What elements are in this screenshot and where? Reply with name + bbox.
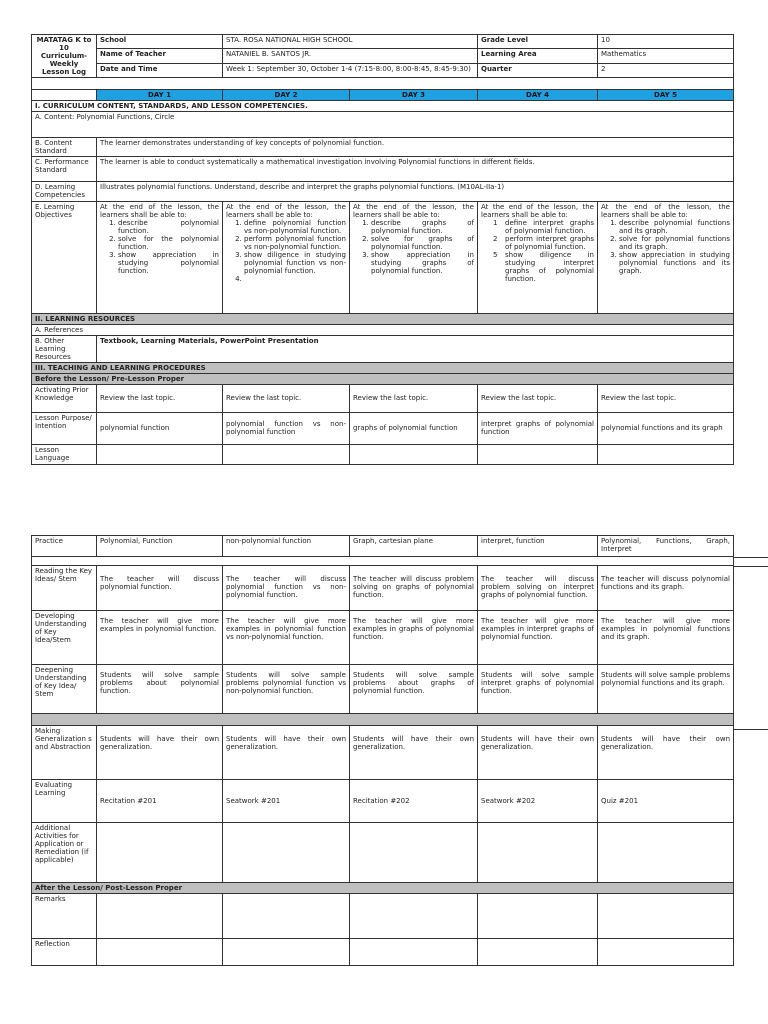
activating-label: Activating Prior Knowledge bbox=[32, 384, 97, 412]
making-day-1: Students will have their own generalization. bbox=[97, 726, 223, 780]
purpose-day-5: polynomial functions and its graph bbox=[598, 412, 734, 444]
objectives-list-4: 1 define interpret graphs of polynomial function. 2 perform interpret graphs of polynomial function. 5 show diligence in studying interpret graphs of polynomial function. bbox=[493, 218, 594, 283]
developing-day-5: The teacher will give more examples in polynomial functions and its graph. bbox=[598, 611, 734, 665]
competencies-text: Illustrates polynomial functions. Understand, describe and interpret the graphs polynomial functions. (M10AL-IIa-1) bbox=[97, 182, 734, 201]
remarks-day-2 bbox=[223, 894, 350, 939]
reflection-day-3 bbox=[350, 939, 478, 966]
developing-day-2: The teacher will give more examples in polynomial function vs non-polynomial function. bbox=[223, 611, 350, 665]
quarter-value: 2 bbox=[598, 63, 734, 77]
making-day-4: Students will have their own generalization. bbox=[478, 726, 598, 780]
objectives-day-1: At the end of the lesson, the learners shall be able to: 1. describe polynomial function. 2. solve for the polynomial function. 3. show appreciation in studying polynomial function. bbox=[97, 201, 223, 313]
remarks-day-5 bbox=[598, 894, 734, 939]
reading-label: Reading the Key Ideas/ Stem bbox=[32, 566, 97, 611]
grade-value: 10 bbox=[598, 35, 734, 49]
competencies-label: D. Learning Competencies bbox=[32, 182, 97, 201]
language-day-2 bbox=[223, 444, 350, 464]
additional-label: Additional Activities for Application or Remediation (if applicable) bbox=[32, 823, 97, 883]
purpose-day-3: graphs of polynomial function bbox=[350, 412, 478, 444]
before-lesson-heading: Before the Lesson/ Pre-Lesson Proper bbox=[32, 373, 734, 384]
additional-day-1 bbox=[97, 823, 223, 883]
objectives-label: E. Learning Objectives bbox=[32, 201, 97, 313]
performance-standard-label: C. Performance Standard bbox=[32, 157, 97, 182]
date-value: Week 1: September 30, October 1-4 (7:15-8:00, 8:00-8:45, 8:45-9:30) bbox=[223, 63, 478, 77]
day-header-5: DAY 5 bbox=[598, 90, 734, 101]
day-header-3: DAY 3 bbox=[350, 90, 478, 101]
objectives-day-2: At the end of the lesson, the learners shall be able to: 1. define polynomial function vs non-polynomial function. 2. perform polynomial function vs non-polynomial function. 3. show diligence in studying polynomial function vs non-polynomial function. 4. bbox=[223, 201, 350, 313]
purpose-day-1: polynomial function bbox=[97, 412, 223, 444]
performance-standard-text: The learner is able to conduct systematically a mathematical investigation involving Polynomial functions in different fields. bbox=[97, 157, 734, 182]
reflection-label: Reflection bbox=[32, 939, 97, 966]
developing-day-3: The teacher will give more examples in graphs of polynomial function. bbox=[350, 611, 478, 665]
date-label: Date and Time bbox=[97, 63, 223, 77]
other-resources-label: B. Other Learning Resources bbox=[32, 335, 97, 362]
purpose-day-2: polynomial function vs non-polynomial function bbox=[223, 412, 350, 444]
border-extension-3 bbox=[733, 729, 768, 730]
reflection-day-2 bbox=[223, 939, 350, 966]
border-extension-1 bbox=[733, 557, 768, 558]
remarks-day-1 bbox=[97, 894, 223, 939]
activating-day-1: Review the last topic. bbox=[97, 384, 223, 412]
evaluating-day-3: Recitation #202 bbox=[350, 780, 478, 823]
language-day-1 bbox=[97, 444, 223, 464]
quarter-label: Quarter bbox=[478, 63, 598, 77]
reading-day-2: The teacher will discuss polynomial function vs non-polynomial function. bbox=[223, 566, 350, 611]
page-2-spacer-row bbox=[32, 557, 734, 566]
deepening-day-5: Students will solve sample problems polynomial functions and its graph. bbox=[598, 665, 734, 714]
purpose-day-4: interpret graphs of polynomial function bbox=[478, 412, 598, 444]
deepening-day-4: Students will solve sample interpret graphs of polynomial function. bbox=[478, 665, 598, 714]
other-resources-text: Textbook, Learning Materials, PowerPoint Presentation bbox=[97, 335, 734, 362]
developing-label: Developing Understanding of Key Idea/Stem bbox=[32, 611, 97, 665]
additional-day-4 bbox=[478, 823, 598, 883]
language-day-3 bbox=[350, 444, 478, 464]
language-day-4 bbox=[478, 444, 598, 464]
lesson-log-table-page-2 bbox=[31, 535, 734, 966]
activating-day-5: Review the last topic. bbox=[598, 384, 734, 412]
additional-day-3 bbox=[350, 823, 478, 883]
remarks-day-4 bbox=[478, 894, 598, 939]
activating-day-2: Review the last topic. bbox=[223, 384, 350, 412]
day-header-1: DAY 1 bbox=[97, 90, 223, 101]
making-day-5: Students will have their own generalization. bbox=[598, 726, 734, 780]
evaluating-label: Evaluating Learning bbox=[32, 780, 97, 823]
practice-day-4: interpret, function bbox=[478, 536, 598, 557]
border-extension-2 bbox=[733, 566, 768, 567]
deepening-day-3: Students will solve sample problems about graphs of polynomial function. bbox=[350, 665, 478, 714]
practice-day-3: Graph, cartesian plane bbox=[350, 536, 478, 557]
developing-day-4: The teacher will give more examples in interpret graphs of polynomial function. bbox=[478, 611, 598, 665]
day-header-4: DAY 4 bbox=[478, 90, 598, 101]
evaluating-day-4: Seatwork #202 bbox=[478, 780, 598, 823]
objectives-day-3: At the end of the lesson, the learners shall be able to: 1. describe graphs of polynomial function. 2. solve for graphs of polynomial function. 3. show appreciation in studying graphs of polynomial function. bbox=[350, 201, 478, 313]
log-title: MATATAG K to 10 Curriculum-Weekly Lesson Log bbox=[32, 35, 97, 78]
teacher-label: Name of Teacher bbox=[97, 49, 223, 63]
developing-day-1: The teacher will give more examples in polynomial function. bbox=[97, 611, 223, 665]
school-label: School bbox=[97, 35, 223, 49]
evaluating-day-1: Recitation #201 bbox=[97, 780, 223, 823]
evaluating-day-5: Quiz #201 bbox=[598, 780, 734, 823]
activating-day-3: Review the last topic. bbox=[350, 384, 478, 412]
section-1-heading: I. CURRICULUM CONTENT, STANDARDS, AND LESSON COMPETENCIES. bbox=[32, 101, 734, 112]
making-day-2: Students will have their own generalization. bbox=[223, 726, 350, 780]
making-day-3: Students will have their own generalization. bbox=[350, 726, 478, 780]
references-row: A. References bbox=[32, 324, 734, 335]
purpose-label: Lesson Purpose/ Intention bbox=[32, 412, 97, 444]
teacher-value: NATANIEL B. SANTOS JR. bbox=[223, 49, 478, 63]
objectives-day-4: At the end of the lesson, the learners shall be able to: 1 define interpret graphs of polynomial function. 2 perform interpret graphs of polynomial function. 5 show diligence in studying interpret graphs of polynomial function. bbox=[478, 201, 598, 313]
language-day-5 bbox=[598, 444, 734, 464]
reading-day-3: The teacher will discuss problem solving on graphs of polynomial function. bbox=[350, 566, 478, 611]
objectives-list-1: 1. describe polynomial function. 2. solve for the polynomial function. 3. show appreciation in studying polynomial function. bbox=[100, 219, 219, 275]
content-standard-text: The learner demonstrates understanding of key concepts of polynomial function. bbox=[97, 138, 734, 157]
school-value: STA. ROSA NATIONAL HIGH SCHOOL bbox=[223, 35, 478, 49]
content-row: A. Content: Polynomial Functions, Circle bbox=[32, 112, 734, 138]
remarks-label: Remarks bbox=[32, 894, 97, 939]
reading-day-4: The teacher will discuss problem solving on interpret graphs of polynomial function. bbox=[478, 566, 598, 611]
objectives-list-3: 1. describe graphs of polynomial function. 2. solve for graphs of polynomial function. 3. show appreciation in studying graphs of polynomial function. bbox=[353, 219, 474, 275]
practice-day-2: non-polynomial function bbox=[223, 536, 350, 557]
evaluating-day-2: Seatwork #201 bbox=[223, 780, 350, 823]
practice-day-1: Polynomial, Function bbox=[97, 536, 223, 557]
making-label: Making Generalization s and Abstraction bbox=[32, 726, 97, 780]
day-header-empty bbox=[32, 90, 97, 101]
content-standard-label: B. Content Standard bbox=[32, 138, 97, 157]
reflection-day-5 bbox=[598, 939, 734, 966]
objectives-list-5: 1. describe polynomial functions and its graph. 2. solve for polynomial functions and its graph. 3. show appreciation in studying polynomial functions and its graph. bbox=[601, 219, 730, 275]
deepening-day-2: Students will solve sample problems polynomial function vs non-polynomial function. bbox=[223, 665, 350, 714]
lesson-log-table-page-1 bbox=[31, 34, 734, 465]
practice-day-5: Polynomial, Functions, Graph, Interpret bbox=[598, 536, 734, 557]
additional-day-2 bbox=[223, 823, 350, 883]
practice-label: Practice bbox=[32, 536, 97, 557]
language-label: Lesson Language bbox=[32, 444, 97, 464]
section-2-heading: II. LEARNING RESOURCES bbox=[32, 313, 734, 324]
spacer-row bbox=[32, 78, 734, 90]
reflection-day-4 bbox=[478, 939, 598, 966]
additional-day-5 bbox=[598, 823, 734, 883]
reading-day-5: The teacher will discuss polynomial functions and its graph. bbox=[598, 566, 734, 611]
section-3-heading: III. TEACHING AND LEARNING PROCEDURES bbox=[32, 362, 734, 373]
deepening-label: Deepening Understanding of Key Idea/ Stem bbox=[32, 665, 97, 714]
day-header-2: DAY 2 bbox=[223, 90, 350, 101]
grade-label: Grade Level bbox=[478, 35, 598, 49]
deepening-day-1: Students will solve sample problems about polynomial function. bbox=[97, 665, 223, 714]
remarks-day-3 bbox=[350, 894, 478, 939]
objectives-day-5: At the end of the lesson, the learners shall be able to: 1. describe polynomial functions and its graph. 2. solve for polynomial functions and its graph. 3. show appreciation in studying polynomial functions and its graph. bbox=[598, 201, 734, 313]
objectives-list-2: 1. define polynomial function vs non-polynomial function. 2. perform polynomial function vs non-polynomial function. 3. show diligence in studying polynomial function vs non-polynomial function. 4. bbox=[226, 219, 346, 283]
after-lesson-heading: After the Lesson/ Post-Lesson Proper bbox=[32, 883, 734, 894]
area-label: Learning Area bbox=[478, 49, 598, 63]
activating-day-4: Review the last topic. bbox=[478, 384, 598, 412]
area-value: Mathematics bbox=[598, 49, 734, 63]
reflection-day-1 bbox=[97, 939, 223, 966]
page-2-gray-band bbox=[32, 714, 734, 726]
reading-day-1: The teacher will discuss polynomial function. bbox=[97, 566, 223, 611]
